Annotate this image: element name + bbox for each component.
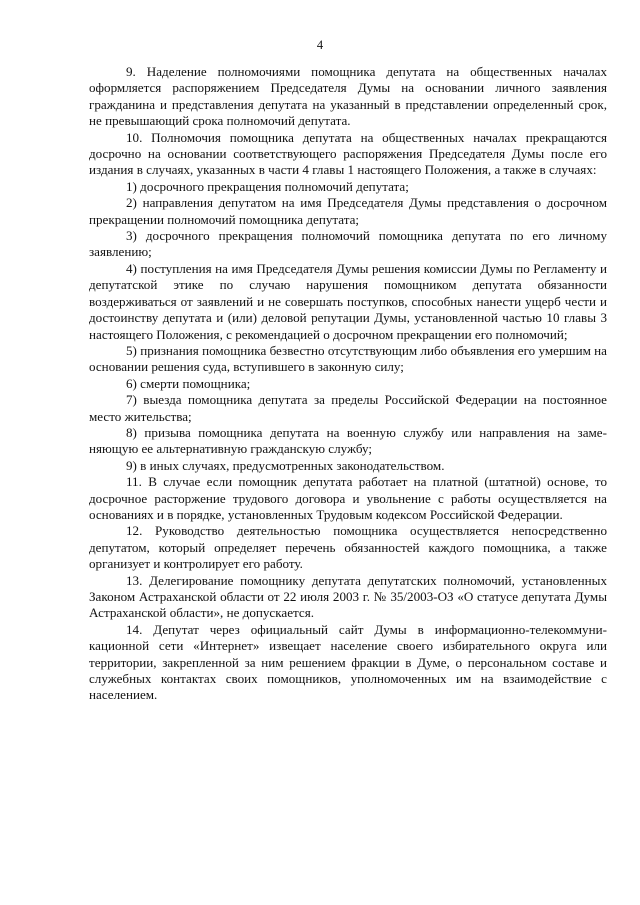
list-item: 4) поступления на имя Председателя Думы решения комиссии Думы по Регламенту и депутатской этике по случаю нарушения помощником депутата обязанности воздерживаться от заявлений и не совершать поступков, способных нанести ущерб чести и достоинству депутата и (или) деловой репутации Думы, установленной частью 10 главы 3 настоящего Положения, с рекомендацией о досрочном прекращении его полномочий; — [89, 260, 607, 342]
list-item: 1) досрочного прекращения полномочий депутата; — [126, 178, 409, 194]
paragraph: 11. В случае если помощник депутата работает на платной (штатной) основе, то досрочное расторжение трудового договора и увольнение с работы осуществляется на основаниях и в порядке, установленных Трудовым кодексом Российской Федерации. — [89, 474, 607, 522]
paragraph: 9. Наделение полномочиями помощника депутата на общественных началах оформляется распоряжением Председателя Думы на основании личного заявления гражданина и представления депутата на указанный в представлении определенный срок, не превышающий срока полномочий депутата. — [89, 64, 607, 129]
list-item: 6) смерти помощника; — [126, 375, 251, 391]
paragraph: 10. Полномочия помощника депутата на общественных началах прекращаются досрочно на основании соответствующего распоряжения Председателя Думы после его издания в случаях, указанных в части 4 главы 1 настоящего Положения, а также в случаях: — [89, 129, 607, 178]
paragraph: 14. Депутат через официальный сайт Думы в информационно-телекоммуникационной сети «Интернет» извещает население своего избирательного округа или территории, закрепленной за ним решением фракции в Думе, о персональном составе и служебных контактах своих помощников, уполномоченных им на взаимодействие с населением. — [89, 621, 607, 703]
list-item: 9) в иных случаях, предусмотренных законодательством. — [126, 457, 445, 473]
list-item: 8) призыва помощника депутата на военную службу или направления на заменяющую ее альтернативную гражданскую службу; — [89, 424, 607, 457]
document-body — [89, 64, 607, 704]
page-number: 4 — [316, 38, 324, 52]
list-item: 7) выезда помощника депутата за пределы Российской Федерации на постоянное место жительства; — [89, 392, 607, 424]
list-item: 3) досрочного прекращения полномочий помощника депутата по его личному заявлению; — [89, 228, 607, 260]
paragraph: 13. Делегирование помощнику депутата депутатских полномочий, установленных Законом Астраханской области от 22 июля 2003 г. № 35/2003-ОЗ «О статусе депутата Думы Астраханской области», не допускается. — [89, 572, 607, 621]
list-item: 2) направления депутатом на имя Председателя Думы представления о досрочном прекращении полномочий помощника депутата; — [89, 195, 607, 227]
paragraph: 12. Руководство деятельностью помощника осуществляется непосредственно депутатом, который определяет перечень обязанностей каждого помощника, а также организует и контролирует его работу. — [89, 523, 607, 572]
list-item: 5) признания помощника безвестно отсутствующим либо объявления его умершим на основании решения суда, вступившего в законную силу; — [89, 342, 607, 375]
